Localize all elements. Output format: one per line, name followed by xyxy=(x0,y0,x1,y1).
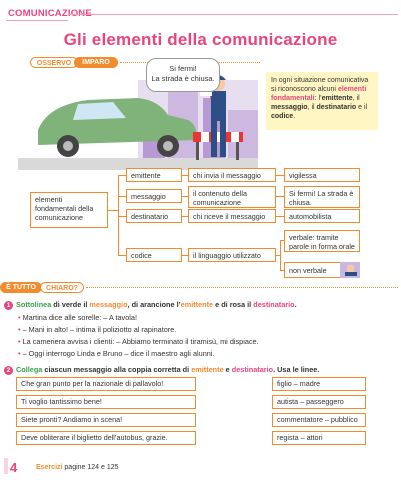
ex1-g: destinatario xyxy=(253,300,295,309)
connector xyxy=(276,196,284,197)
section-underline xyxy=(6,20,68,21)
info-t8: destinatario xyxy=(316,104,357,111)
ex1-e: emittente xyxy=(180,300,214,309)
info-t6: messaggio xyxy=(271,104,308,111)
example-codice-verbale: verbale: tramite parole in forma orale xyxy=(284,230,360,252)
speech-bubble xyxy=(146,58,220,92)
learn-pill: IMPARO xyxy=(74,57,118,68)
connector xyxy=(118,216,126,217)
def-destinatario: chi riceve il messaggio xyxy=(188,209,276,223)
section-label: COMUNICAZIONE xyxy=(8,8,92,19)
info-t1: In ogni situazione comunicativa si riconoscono alcuni xyxy=(271,77,369,93)
info-t2: elementi fondamentali xyxy=(271,86,367,102)
def-emittente: chi invia il messaggio xyxy=(188,168,276,182)
observe-pill: OSSERVO xyxy=(30,57,78,68)
connector xyxy=(108,210,118,211)
node-emittente: emittente xyxy=(126,168,182,182)
info-t10: codice xyxy=(271,113,294,120)
ex1-a: Sottolinea xyxy=(16,300,52,309)
example-emittente: vigilessa xyxy=(284,168,360,182)
message-box[interactable]: Ti voglio tantissimo bene! xyxy=(16,395,196,409)
ex1-f: e di rosa il xyxy=(213,300,254,309)
exercise-label: Esercizi xyxy=(36,464,63,471)
connector xyxy=(276,175,284,176)
message-box[interactable]: Siete pronti? Andiamo in scena! xyxy=(16,413,196,427)
exercise-1-instruction xyxy=(16,300,396,310)
ex2-a: Collega xyxy=(16,365,43,374)
connector xyxy=(118,196,126,197)
connector xyxy=(118,255,126,256)
pair-box[interactable]: regista – attori xyxy=(272,431,366,445)
exercise-2-instruction xyxy=(16,365,396,375)
clear-pill: CHIARO? xyxy=(40,282,84,293)
exercise-1-item: • Martina dice alle sorelle: – A tavola! xyxy=(18,313,137,322)
check-rule xyxy=(86,287,398,288)
ex2-d: e xyxy=(223,365,232,374)
info-t3: : l’ xyxy=(314,95,322,102)
stop-hand-icon xyxy=(340,262,360,278)
message-box[interactable]: Deve obliterare il biglietto dell’autobus, grazie. xyxy=(16,431,196,445)
speech-line-2: La strada è chiusa. xyxy=(151,74,215,83)
ex2-b: ciascun messaggio alla coppia corretta di xyxy=(42,365,192,374)
node-codice: codice xyxy=(126,248,182,262)
info-box xyxy=(266,72,378,130)
pair-box[interactable]: commentatore – pubblico xyxy=(272,413,366,427)
exercise-pages: pagine 124 e 125 xyxy=(62,464,119,471)
info-t9: e il xyxy=(356,104,368,111)
page-number: 4 xyxy=(10,460,18,475)
ex1-h: . xyxy=(294,300,297,309)
check-pill: È TUTTO xyxy=(0,282,42,293)
ex1-b: di verde il xyxy=(51,300,90,309)
exercise-2-number: 2 xyxy=(4,366,13,375)
exercise-1-number: 1 xyxy=(4,301,13,310)
message-box[interactable]: Che gran punto per la nazionale di pallavolo! xyxy=(16,377,196,391)
connector xyxy=(118,175,119,255)
connector xyxy=(280,240,281,270)
info-t4: emittente xyxy=(321,95,353,102)
speech-line-1: Si fermi! xyxy=(169,64,197,73)
connector xyxy=(276,216,284,217)
info-t7: , il xyxy=(307,104,317,111)
example-destinatario: automobilista xyxy=(284,209,360,223)
node-messaggio: messaggio xyxy=(126,189,182,203)
pair-box[interactable]: autista – passeggero xyxy=(272,395,366,409)
example-messaggio: Si fermi! La strada è chiusa. xyxy=(284,186,360,208)
diagram-root: elementi fondamentali della comunicazione xyxy=(30,192,108,228)
exercise-1-item: • La cameriera avvisa i clienti: – Abbiamo terminato il tiramisù, mi dispiace. xyxy=(18,337,259,346)
example-codice-nonverbale: non verbale xyxy=(284,262,360,278)
pair-box[interactable]: figlio – madre xyxy=(272,377,366,391)
exercise-1-item: • – Mani in alto! – intima il poliziotto al rapinatore. xyxy=(18,325,177,334)
info-t5: , il xyxy=(352,95,360,102)
exercise-1-item: • – Oggi interrogo Linda e Bruno – dice il maestro agli alunni. xyxy=(18,349,215,358)
info-t11: . xyxy=(293,113,296,120)
section-rule xyxy=(68,14,398,15)
page-title: Gli elementi della comunicazione xyxy=(63,30,338,49)
ex1-d: , di arancione l’ xyxy=(127,300,181,309)
connector xyxy=(118,175,126,176)
ex1-c: messaggio xyxy=(89,300,128,309)
street-scene-illustration xyxy=(18,70,258,170)
ex2-e: destinatario xyxy=(231,365,274,374)
ex2-c: emittente xyxy=(191,365,224,374)
def-codice: il linguaggio utilizzato xyxy=(188,248,276,262)
page-number-bar xyxy=(4,458,8,474)
def-messaggio: il contenuto della comunicazione xyxy=(188,186,276,208)
exercise-reference xyxy=(36,464,119,471)
ex2-f: . Usa le linee. xyxy=(273,365,320,374)
node-destinatario: destinatario xyxy=(126,209,182,223)
